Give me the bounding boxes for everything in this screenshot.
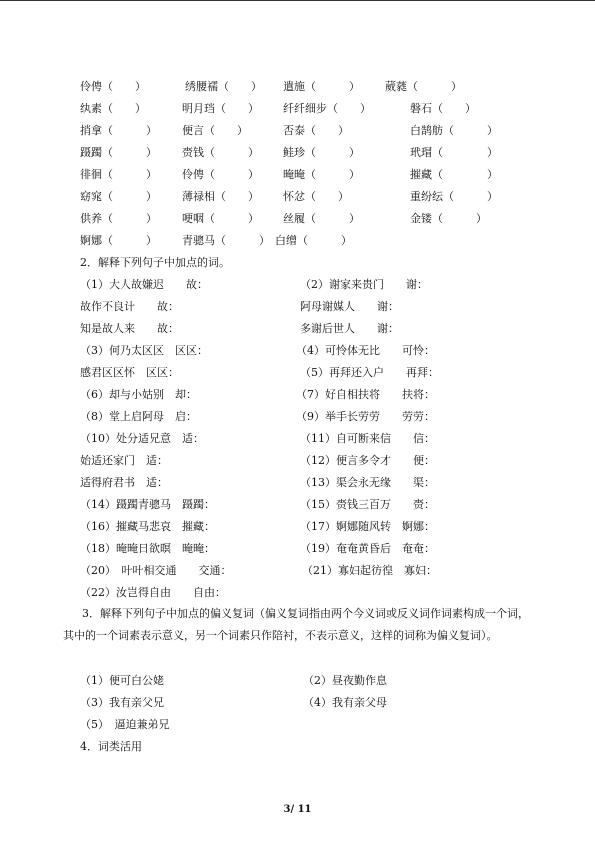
- list-item: （1）便可白公姥: [80, 674, 164, 687]
- vocab-item: 白鹄舫（ ）: [410, 124, 498, 137]
- list-item: （5） 逼迫兼弟兄: [80, 718, 170, 731]
- list-item: （2）昼夜勤作息: [303, 674, 387, 687]
- list-item: （2）谢家来贵门 谢：: [300, 278, 428, 291]
- vocab-item: 青骢马（ ）: [182, 234, 270, 247]
- vocab-item: 明月珰（ ）: [182, 102, 259, 115]
- page-number: 3/ 11: [283, 804, 312, 815]
- vocab-item: 徘徊（ ）: [80, 168, 157, 181]
- vocab-item: 怀忿（ ）: [283, 190, 349, 203]
- vocab-item: 便言（ ）: [182, 124, 248, 137]
- list-item: （18）晻晻日欲暝 晻晻：: [80, 542, 215, 555]
- vocab-item: 纨素（ ）: [80, 102, 146, 115]
- list-item: （3）何乃太区区 区区：: [80, 344, 208, 357]
- vocab-item: 供养（ ）: [80, 212, 157, 225]
- vocab-item: 婀娜（ ）: [80, 234, 157, 247]
- section-3-heading: 3．解释下列句子中加点的偏义复词（偏义复词指由两个今义词或反义词作词素构成一个词，其中的一个词素表示意义，另一个词素只作陪衬，不表示意义，这样的词称为偏义复词）。: [63, 607, 529, 642]
- list-item: （14）蹑躅青骢马 蹑躅：: [80, 498, 215, 511]
- vocab-item: 否泰（ ）: [283, 124, 349, 137]
- vocab-item: 伶俜（ ）: [80, 80, 146, 93]
- vocab-item: 晻晻（ ）: [283, 168, 360, 181]
- list-item: （8）堂上启阿母 启：: [80, 410, 197, 423]
- vocab-item: 重纷纭（ ）: [410, 190, 498, 203]
- list-item: （22）汝岂得自由 自由：: [80, 586, 226, 599]
- list-item: 始适还家门 适：: [80, 454, 168, 467]
- list-item: （13）渠会永无缘 渠：: [300, 476, 435, 489]
- vocab-item: 鲑珍（ ）: [283, 146, 360, 159]
- list-item: （17）婀娜随风转 婀娜：: [300, 520, 435, 533]
- vocab-item: 磐石（ ）: [410, 102, 476, 115]
- list-item: 多谢后世人 谢：: [300, 322, 399, 335]
- list-item: 故作不良计 故：: [80, 300, 179, 313]
- vocab-item: 白缯（ ）: [275, 234, 352, 247]
- vocab-item: 玳瑁（ ）: [410, 146, 498, 159]
- vocab-item: 纤纤细步（ ）: [283, 102, 371, 115]
- list-item: （19）奄奄黄昏后 奄奄：: [300, 542, 435, 555]
- list-item: （1）大人故嫌迟 故：: [80, 278, 208, 291]
- vocab-item: 伶俜（ ）: [182, 168, 259, 181]
- list-item: （4）可怜体无比 可怜：: [296, 344, 435, 357]
- list-item: （6）却与小姑别 却：: [80, 388, 197, 401]
- list-item: （16）摧藏马悲哀 摧藏：: [80, 520, 215, 533]
- list-item: 感君区区怀 区区：: [80, 366, 179, 379]
- list-item: （10）处分适兄意 适：: [80, 432, 204, 445]
- list-item: 适得府君书 适：: [80, 476, 168, 489]
- list-item: （12）便言多令才 便：: [300, 454, 435, 467]
- vocab-item: 丝履（ ）: [283, 212, 360, 225]
- vocab-item: 葳蕤（ ）: [385, 80, 462, 93]
- list-item: （21）寡妇起彷徨 寡妇：: [302, 564, 437, 577]
- list-item: （4）我有亲父母: [303, 696, 387, 709]
- vocab-item: 绣腰襦（ ）: [185, 80, 262, 93]
- list-item: （20） 叶叶相交通 交通：: [80, 564, 232, 577]
- list-item: 阿母谢媒人 谢：: [300, 300, 399, 313]
- vocab-item: 捎拿（ ）: [80, 124, 157, 137]
- vocab-item: 哽咽（ ）: [182, 212, 259, 225]
- vocab-item: 赍钱（ ）: [182, 146, 259, 159]
- list-item: （11）自可断来信 信：: [300, 432, 435, 445]
- list-item: （3）我有亲父兄: [80, 696, 164, 709]
- section-4-heading: 4．词类活用: [80, 740, 142, 753]
- vocab-item: 薄禄相（ ）: [182, 190, 259, 203]
- vocab-item: 窈窕（ ）: [80, 190, 157, 203]
- list-item: （7）好自相扶将 扶将：: [296, 388, 435, 401]
- list-item: （9）举手长劳劳 劳劳：: [296, 410, 435, 423]
- vocab-item: 蹑躅（ ）: [80, 146, 157, 159]
- list-item: （5）再拜还入户 再拜：: [300, 366, 439, 379]
- vocab-item: 金镂（ ）: [410, 212, 487, 225]
- vocab-item: 遣施（ ）: [283, 80, 360, 93]
- list-item: 知是故人来 故：: [80, 322, 179, 335]
- section-2-heading: 2．解释下列句子中加点的词。: [80, 256, 230, 269]
- vocab-item: 摧藏（ ）: [410, 168, 498, 181]
- list-item: （15）赍钱三百万 赍：: [300, 498, 435, 511]
